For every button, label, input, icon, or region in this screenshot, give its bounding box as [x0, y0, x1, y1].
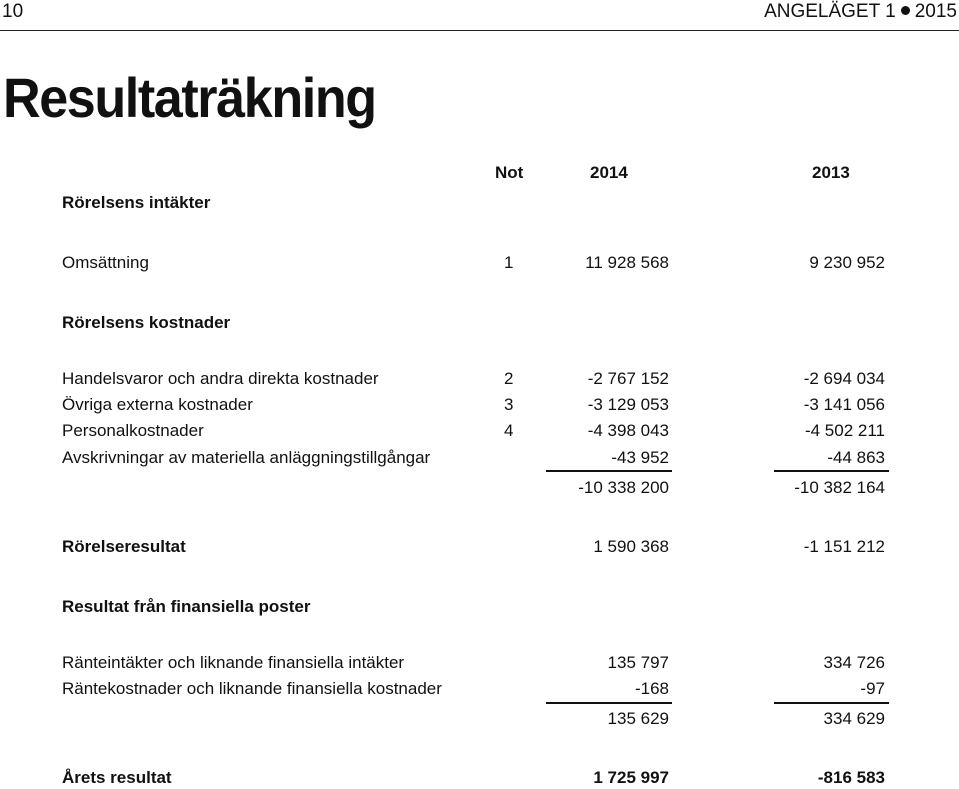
column-header-2013: 2013: [812, 163, 850, 182]
value-2014: 1 725 997: [593, 768, 669, 787]
publication-header: [764, 1, 957, 23]
value-2013: -816 583: [817, 768, 885, 787]
sum-rule-2013: [774, 470, 889, 472]
value-2014: 1 590 368: [593, 537, 669, 556]
column-header-2014: 2014: [590, 163, 628, 182]
value-2014: -168: [634, 679, 669, 698]
value-2014: -4 398 043: [587, 421, 669, 440]
value-2013: -2 694 034: [803, 369, 885, 388]
page-number: 10: [2, 1, 24, 22]
header-divider: [0, 30, 959, 31]
value-2014: -2 767 152: [587, 369, 669, 388]
value-2013: -3 141 056: [803, 395, 885, 414]
row-label: Avskrivningar av materiella anläggningstillgångar: [62, 448, 431, 467]
value-2013: 9 230 952: [809, 253, 885, 272]
page-title: Resultaträkning: [3, 66, 376, 129]
row-label: Handelsvaror och andra direkta kostnader: [62, 369, 379, 388]
value-2013: -97: [860, 679, 885, 698]
row-note: 3: [504, 395, 514, 414]
subtotal-2014: -10 338 200: [578, 478, 669, 497]
row-note: 2: [504, 369, 514, 388]
row-label: Övriga externa kostnader: [62, 395, 253, 414]
column-header-note: Not: [495, 163, 524, 182]
publication-name: ANGELÄGET 1: [764, 1, 896, 22]
section-heading-operating-income: Rörelsens intäkter: [62, 193, 211, 212]
value-2014: 135 797: [607, 653, 669, 672]
row-label: Ränteintäkter och liknande finansiella intäkter: [62, 653, 405, 672]
bullet-dot-icon: [901, 6, 910, 15]
row-label: Rörelseresultat: [62, 537, 186, 556]
row-note: 1: [504, 253, 514, 272]
value-2013: -1 151 212: [803, 537, 885, 556]
subtotal-2014: 135 629: [607, 709, 669, 728]
sum-rule-2014: [546, 702, 672, 704]
row-label: Personalkostnader: [62, 421, 204, 440]
value-2014: 11 928 568: [585, 253, 669, 272]
row-note: 4: [504, 421, 514, 440]
value-2013: -44 863: [827, 448, 885, 467]
value-2013: 334 726: [823, 653, 885, 672]
sum-rule-2014: [546, 470, 672, 472]
publication-year: 2015: [914, 1, 957, 22]
row-label: Årets resultat: [62, 768, 172, 787]
subtotal-2013: 334 629: [823, 709, 885, 728]
value-2014: -43 952: [611, 448, 669, 467]
value-2013: -4 502 211: [804, 421, 885, 440]
subtotal-2013: -10 382 164: [794, 478, 885, 497]
value-2014: -3 129 053: [587, 395, 669, 414]
sum-rule-2013: [774, 702, 889, 704]
row-label: Omsättning: [62, 253, 149, 272]
section-heading-operating-costs: Rörelsens kostnader: [62, 313, 231, 332]
row-label: Räntekostnader och liknande finansiella kostnader: [62, 679, 442, 698]
section-heading-financial-items: Resultat från finansiella poster: [62, 597, 311, 616]
